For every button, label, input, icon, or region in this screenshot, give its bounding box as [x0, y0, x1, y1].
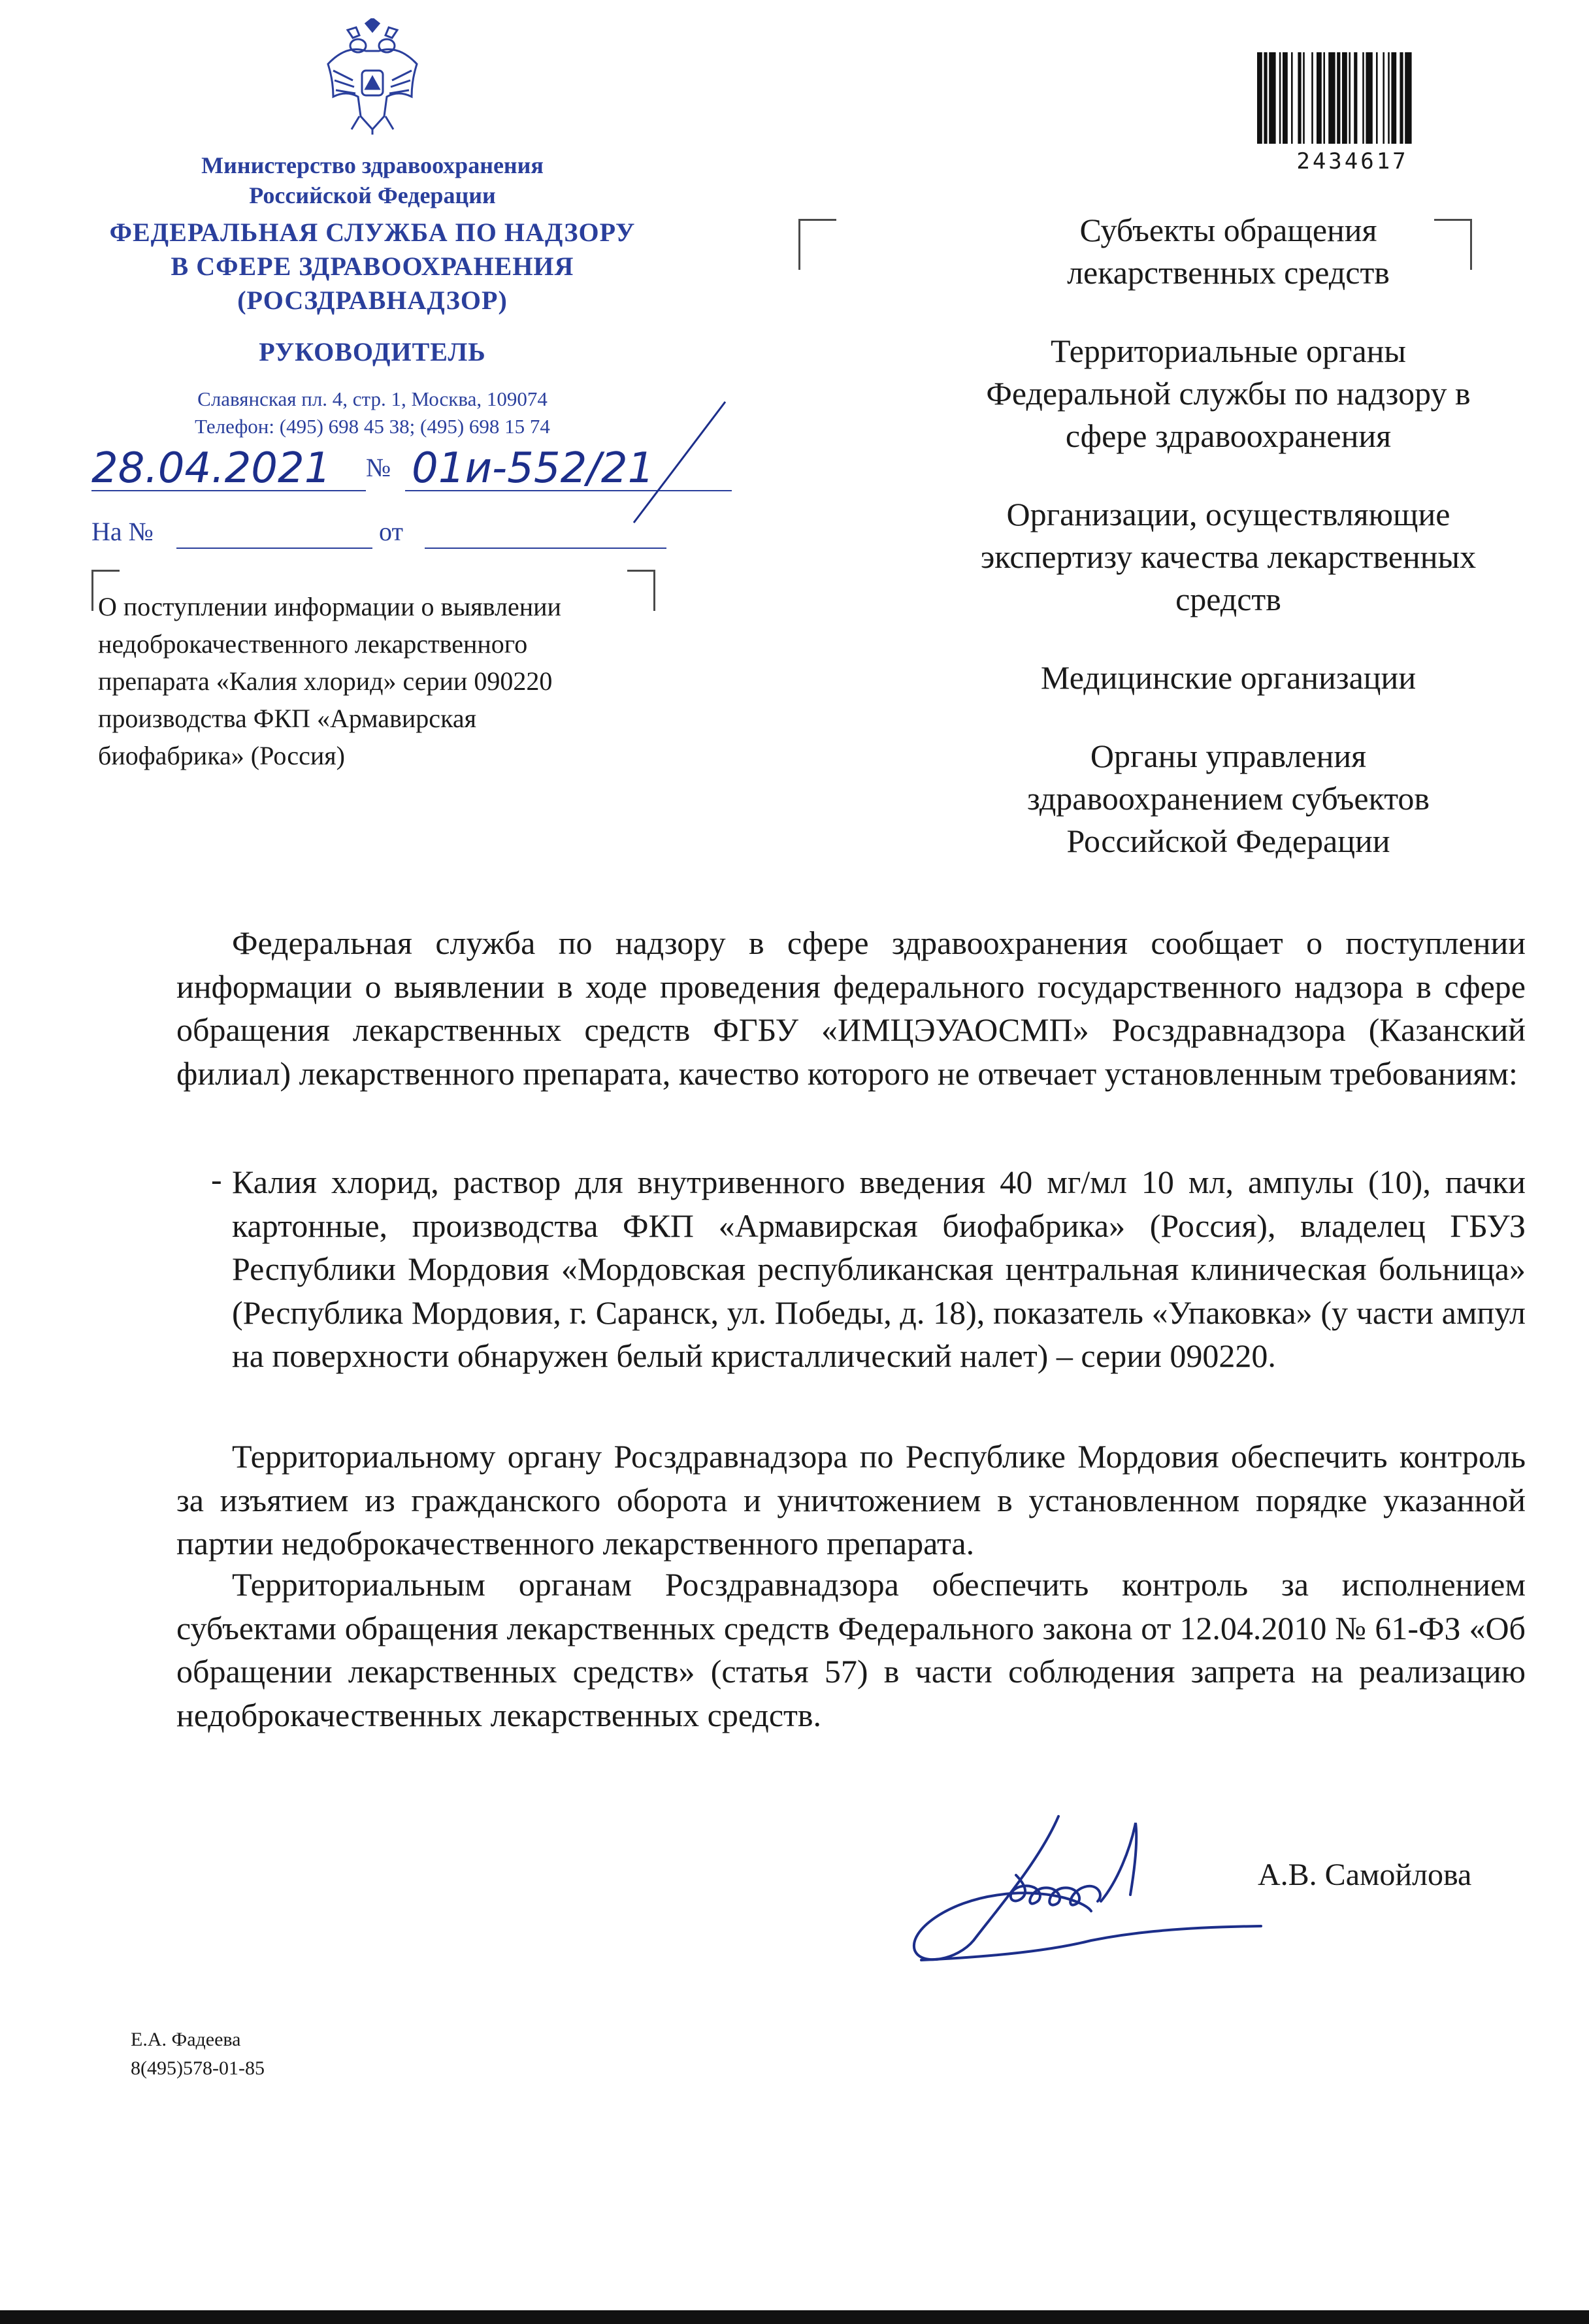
coat-of-arms-icon: [320, 18, 425, 136]
barcode-bar: [1391, 52, 1396, 144]
head-title: РУКОВОДИТЕЛЬ: [259, 337, 486, 367]
recipient-block: [902, 735, 1555, 862]
reply-line: [91, 516, 666, 555]
barcode-bar: [1323, 52, 1325, 144]
recipient-line: экспертизу качества лекарственных: [980, 538, 1477, 575]
subject-line: производства ФКП «Армавирская: [98, 704, 477, 733]
subject-line: препарата «Калия хлорид» серии 090220: [98, 666, 553, 696]
barcode-bar: [1317, 52, 1322, 144]
barcode-bar: [1269, 52, 1275, 144]
recipient-line: средств: [1175, 581, 1281, 617]
recipient-block: [902, 493, 1555, 621]
service-line: ФЕДЕРАЛЬНАЯ СЛУЖБА ПО НАДЗОРУ: [109, 218, 636, 247]
subject-block: [98, 588, 666, 774]
reg-number: 01и-552/21: [412, 444, 655, 493]
barcode-bar: [1388, 52, 1390, 144]
list-item: Калия хлорид, раствор для внутривенного введения 40 мг/мл 10 мл, ампулы (10), пачки картонные, производства ФКП «Армавирская биофабрика» (Россия), владелец ГБУЗ Республики Мордовия «Мордовская республиканская центральная клиническая больница» (Республика Мордовия, г. Саранск, ул. Победы, д. 18), показатель «Упаковка» (у части ампул на поверхности обнаружен белый кристаллический налет) – серии 090220.: [232, 1164, 1526, 1374]
service-line: (РОСЗДРАВНАДЗОР): [237, 286, 508, 315]
barcode-bar: [1362, 52, 1364, 144]
recipient-line: Территориальные органы: [1050, 333, 1407, 369]
barcode-bar: [1264, 52, 1267, 144]
body-text: Территориальным органам Росздравнадзора обеспечить контроль за исполнением субъектами обращения лекарственных средств Федерального закона от 12.04.2010 № 61-ФЗ «Об обращении лекарственных средств» (статья 57) в части соблюдения запрета на реализацию недоброкачественных лекарственных средств.: [176, 1566, 1526, 1733]
number-sign: №: [366, 453, 391, 482]
barcode-bar: [1279, 52, 1281, 144]
subject-line: биофабрика» (Россия): [98, 741, 345, 770]
executor-phone: 8(495)578-01-85: [131, 2057, 265, 2079]
barcode-bar: [1342, 52, 1347, 144]
barcode-bar: [1303, 52, 1305, 144]
body-paragraph: [176, 921, 1526, 1095]
address: Славянская пл. 4, стр. 1, Москва, 109074: [197, 387, 548, 410]
recipient-line: Медицинские организации: [1040, 659, 1417, 696]
body-paragraph: [176, 1563, 1526, 1737]
recipient-line: Организации, осуществляющие: [1006, 496, 1450, 532]
body-text: Федеральная служба по надзору в сфере здравоохранения сообщает о поступлении информации о выявлении в ходе проведения федерального государственного надзора в сфере обращения лекарственных средств ФГБУ «ИМЦЭУАОСМП» Росздравнадзора (Казанский филиал) лекарственного препарата, качество которого не отвечает установленным требованиям:: [176, 925, 1526, 1092]
barcode-bar: [1405, 52, 1411, 144]
handwritten-signature-icon: [895, 1803, 1287, 1989]
barcode: [1254, 52, 1450, 174]
ministry-name: [78, 150, 666, 210]
recipient-block: [902, 657, 1555, 699]
barcode-bar: [1257, 52, 1262, 144]
ministry-line: Российской Федерации: [249, 182, 496, 208]
signatory-name: А.В. Самойлова: [1258, 1858, 1472, 1892]
recipient-line: Федеральной службы по надзору в: [986, 375, 1471, 412]
barcode-bar: [1400, 52, 1403, 144]
recipient-line: сфере здравоохранения: [1065, 417, 1392, 454]
barcode-bar: [1291, 52, 1293, 144]
barcode-number: 2434617: [1296, 148, 1409, 174]
recipient-block: [902, 330, 1555, 457]
service-line: В СФЕРЕ ЗДРАВООХРАНЕНИЯ: [171, 252, 574, 281]
reply-date-line: [425, 548, 666, 549]
barcode-bar: [1383, 52, 1384, 144]
executor-name: Е.А. Фадеева: [131, 2029, 241, 2050]
executor-block: [131, 2025, 265, 2083]
barcode-bar: [1366, 52, 1372, 144]
subject-line: О поступлении информации о выявлении: [98, 592, 561, 621]
recipient-line: Российской Федерации: [1066, 823, 1390, 859]
recipient-corner-left: [798, 219, 836, 270]
reply-to-label: На №: [91, 517, 154, 546]
reply-number-line: [176, 548, 372, 549]
reg-date: 28.04.2021: [91, 444, 331, 493]
barcode-bar: [1283, 52, 1288, 144]
ministry-line: Министерство здравоохранения: [201, 152, 544, 178]
barcode-bar: [1298, 52, 1301, 144]
body-paragraph: [176, 1435, 1526, 1565]
body-text: Территориальному органу Росздравнадзора по Республике Мордовия обеспечить контроль за изъятием из гражданского оборота и уничтожением в установленном порядке указанной партии недоброкачественного лекарственного препарата.: [176, 1438, 1526, 1562]
recipient-line: здравоохранением субъектов: [1026, 780, 1430, 817]
recipient-line: Субъекты обращения: [1079, 212, 1377, 248]
recipient-block: [902, 209, 1555, 294]
service-name: [78, 216, 666, 318]
recipient-line: Органы управления: [1090, 738, 1367, 774]
barcode-bar: [1349, 52, 1351, 144]
signature-stroke: [627, 399, 732, 532]
date-underline: [91, 490, 366, 491]
phone: Телефон: (495) 698 45 38; (495) 698 15 74: [195, 415, 550, 438]
barcode-bar: [1337, 52, 1340, 144]
subject-line: недоброкачественного лекарственного: [98, 629, 528, 659]
barcode-bars: [1254, 52, 1450, 144]
recipient-line: лекарственных средств: [1067, 254, 1390, 291]
barcode-bar: [1328, 52, 1335, 144]
from-label: от: [379, 517, 403, 546]
scan-edge: [0, 2310, 1589, 2324]
list-dash: -: [211, 1161, 222, 1198]
barcode-bar: [1311, 52, 1313, 144]
barcode-bar: [1376, 52, 1378, 144]
contact-block: [78, 385, 666, 440]
barcode-bar: [1354, 52, 1357, 144]
